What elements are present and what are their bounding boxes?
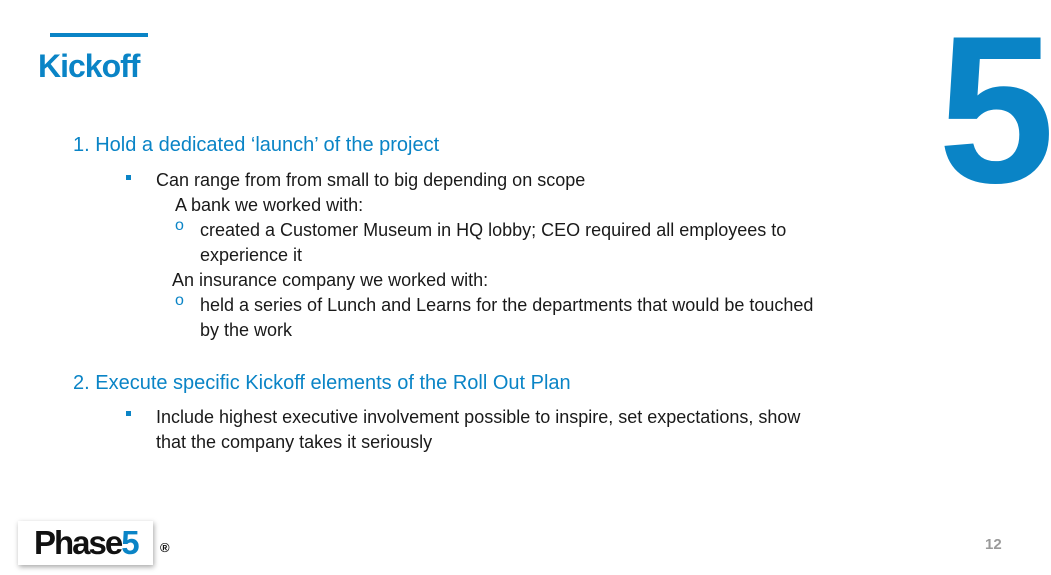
circle-bullet-icon: o xyxy=(175,217,184,234)
title-accent-bar xyxy=(50,33,148,37)
slide-title: Kickoff xyxy=(38,48,140,84)
big-numeral: 5 xyxy=(938,0,1051,227)
page-number: 12 xyxy=(985,536,1002,553)
phase5-logo xyxy=(18,521,153,565)
section-1-heading: 1. Hold a dedicated ‘launch’ of the project xyxy=(73,134,440,156)
square-bullet-icon xyxy=(126,411,131,416)
logo-wordmark: Phase5 xyxy=(34,524,138,561)
example-1-line-2: experience it xyxy=(200,245,303,265)
example-2-line-2: by the work xyxy=(200,320,293,340)
example-1-line-1: created a Customer Museum in HQ lobby; CEO required all employees to xyxy=(200,220,787,240)
example-2-intro: An insurance company we worked with: xyxy=(172,270,489,290)
section-2-bullet-line-1: Include highest executive involvement possible to inspire, set expectations, show xyxy=(156,407,801,427)
section-1-bullet: Can range from from small to big depending on scope xyxy=(156,170,586,190)
example-2-line-1: held a series of Lunch and Learns for the departments that would be touched xyxy=(200,295,814,315)
section-2-bullet-line-2: that the company takes it seriously xyxy=(156,432,433,452)
circle-bullet-icon: o xyxy=(175,292,184,309)
example-1-intro: A bank we worked with: xyxy=(175,195,364,215)
section-2-heading: 2. Execute specific Kickoff elements of the Roll Out Plan xyxy=(73,372,571,394)
square-bullet-icon xyxy=(126,175,131,180)
registered-mark: ® xyxy=(160,540,170,555)
